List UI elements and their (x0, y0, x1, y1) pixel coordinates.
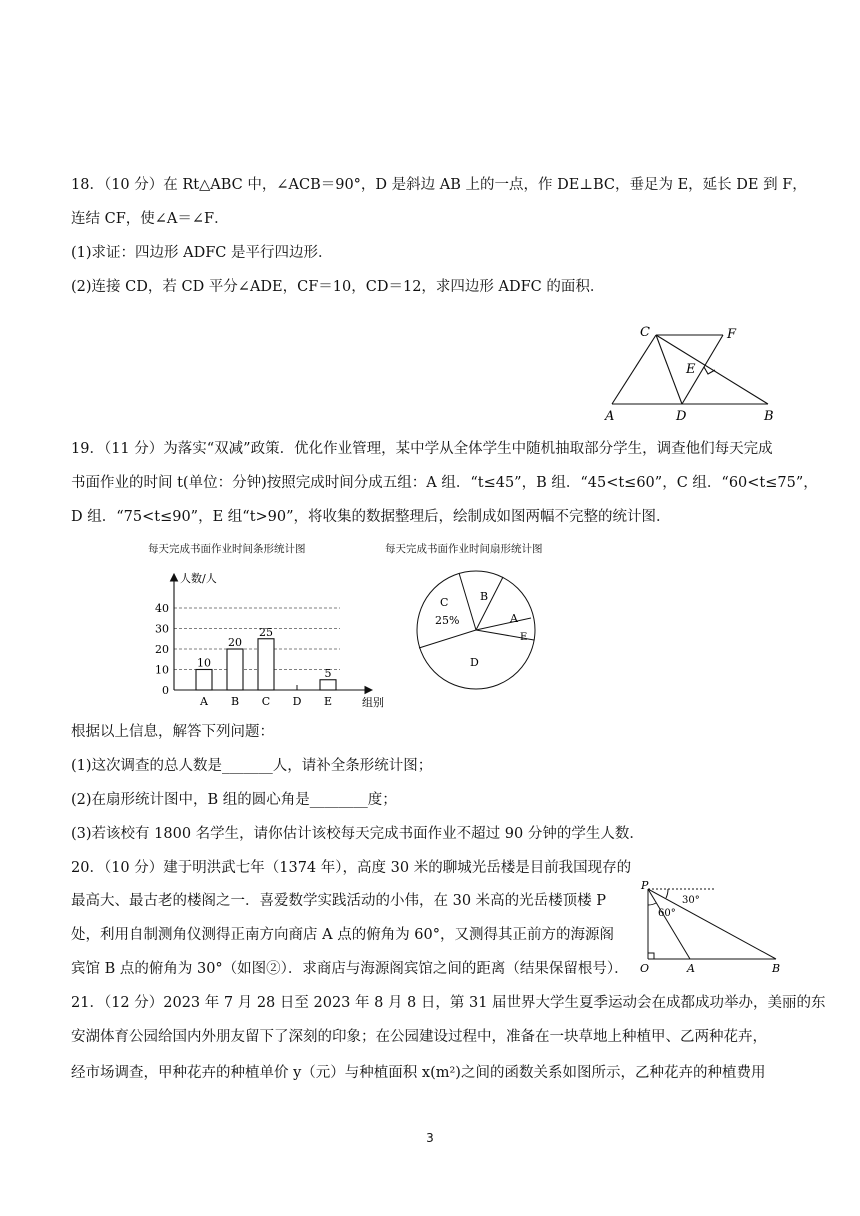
bar-chart (150, 568, 395, 713)
bar-data-label: 25 (259, 625, 273, 639)
y-tick-label: 0 (162, 684, 169, 697)
pie-label-c: C (440, 596, 449, 609)
q20-label-o: O (640, 962, 650, 975)
pie-label-e: E (520, 632, 528, 643)
y-tick-label: 30 (155, 622, 169, 636)
q20-label-a: A (687, 962, 695, 975)
y-axis-label: 人数/人 (180, 572, 217, 585)
pie-label-d: D (470, 656, 479, 669)
x-tick-label: B (230, 695, 240, 708)
q18-line1: 18．（10 分）在 Rt△ABC 中，∠ACB＝90°，D 是斜边 AB 上的一点，作 DE⊥BC，垂足为 E，延长 DE 到 F， (71, 177, 807, 193)
pie-slice-d-c-divider (419, 630, 476, 648)
pie-slice-a-e-divider (476, 618, 531, 630)
bar-c (258, 639, 274, 690)
bar-a (196, 670, 212, 691)
pie-label-c-pct: 25% (435, 614, 460, 627)
q20-tower-figure (638, 880, 788, 976)
q21-line2: 安湖体育公园给国内外朋友留下了深刻的印象；在公园建设过程中，准备在一块草地上种植甲、乙两种花卉， (71, 1029, 767, 1045)
q18-label-c: C (640, 325, 650, 340)
q18-label-a: A (605, 409, 615, 424)
x-tick-label: C (261, 695, 271, 708)
bar-b (227, 649, 243, 690)
q18-part1: (1)求证：四边形 ADFC 是平行四边形． (71, 245, 333, 261)
q20-label-b: B (772, 962, 781, 975)
y-tick-label: 40 (155, 602, 169, 615)
q20-label-p: P (641, 880, 649, 892)
q19-line2: 书面作业的时间 t(单位：分钟)按照完成时间分成五组：A 组．“t≤45”，B 组．“45<t≤60”，C 组．“60<t≤75”， (71, 475, 818, 491)
q18-label-f: F (727, 327, 737, 342)
q20-angle-30: 30° (682, 895, 700, 906)
q19-sub1: (1)这次调查的总人数是_______人，请补全条形统计图； (71, 758, 433, 774)
q18-label-d: D (676, 409, 687, 424)
q18-part2: (2)连接 CD，若 CD 平分∠ADE，CF＝10，CD＝12，求四边形 ADFC 的面积． (71, 279, 605, 295)
q18-line2: 连结 CF，使∠A＝∠F． (71, 211, 229, 227)
x-axis-label: 组别 (362, 696, 384, 709)
bar-e (320, 680, 336, 690)
y-tick-label: 10 (155, 663, 169, 677)
pie-label-a: A (510, 612, 518, 625)
q19-line3: D 组．“75<t≤90”，E 组“t>90”，将收集的数据整理后，绘制成如图两幅不完整的统计图． (71, 509, 671, 525)
pie-slice-b-a-divider (476, 577, 503, 630)
q20-line1: 20．（10 分）建于明洪武七年（1374 年），高度 30 米的聊城光岳楼是目前我国现存的 (71, 860, 632, 876)
q21-line1: 21．（12 分）2023 年 7 月 28 日至 2023 年 8 月 8 日，第 31 届世界大学生夏季运动会在成都成功举办，美丽的东 (71, 995, 826, 1011)
bar-data-label: 5 (324, 666, 332, 680)
x-tick-label: A (200, 695, 208, 708)
q21-line3: 经市场调查，甲种花卉的种植单价 y（元）与种植面积 x(m²)之间的函数关系如图所示，乙种花卉的种植费用 (71, 1065, 766, 1081)
bar-chart-caption: 每天完成书面作业时间条形统计图 (148, 543, 306, 555)
x-tick-label: D (292, 695, 302, 708)
q18-geometry-figure (600, 322, 785, 424)
pie-chart (415, 568, 540, 693)
q20-line4: 宾馆 B 点的俯角为 30°（如图②）．求商店与海源阁宾馆之间的距离（结果保留根号）． (71, 961, 629, 977)
pie-label-b: B (480, 590, 489, 603)
q19-line1: 19．（11 分）为落实“双减”政策．优化作业管理，某中学从全体学生中随机抽取部分学生，调查他们每天完成 (71, 441, 773, 457)
bar-data-label: 10 (197, 656, 211, 670)
q20-angle-60: 60° (658, 908, 676, 919)
pie-chart-caption: 每天完成书面作业时间扇形统计图 (385, 543, 543, 555)
q18-label-e: E (686, 362, 696, 377)
bar-data-label: 20 (228, 636, 242, 649)
q19-sub3: (3)若该校有 1800 名学生，请你估计该校每天完成书面作业不超过 90 分钟的学生人数． (71, 826, 644, 842)
pie-slice-c-b-divider (459, 573, 476, 630)
page-number: 3 (426, 1131, 434, 1145)
q20-line2: 最高大、最古老的楼阁之一．喜爱数学实践活动的小伟，在 30 米高的光岳楼顶楼 P (71, 893, 607, 909)
q18-label-b: B (764, 409, 774, 424)
q19-sub2: (2)在扇形统计图中，B 组的圆心角是________度； (71, 792, 397, 808)
q19-instruction: 根据以上信息，解答下列问题： (71, 724, 274, 740)
q20-line3: 处，利用自制测角仪测得正南方向商店 A 点的俯角为 60°，又测得其正前方的海源阁 (71, 927, 614, 943)
x-tick-label: E (323, 695, 333, 708)
y-tick-label: 20 (155, 643, 169, 656)
